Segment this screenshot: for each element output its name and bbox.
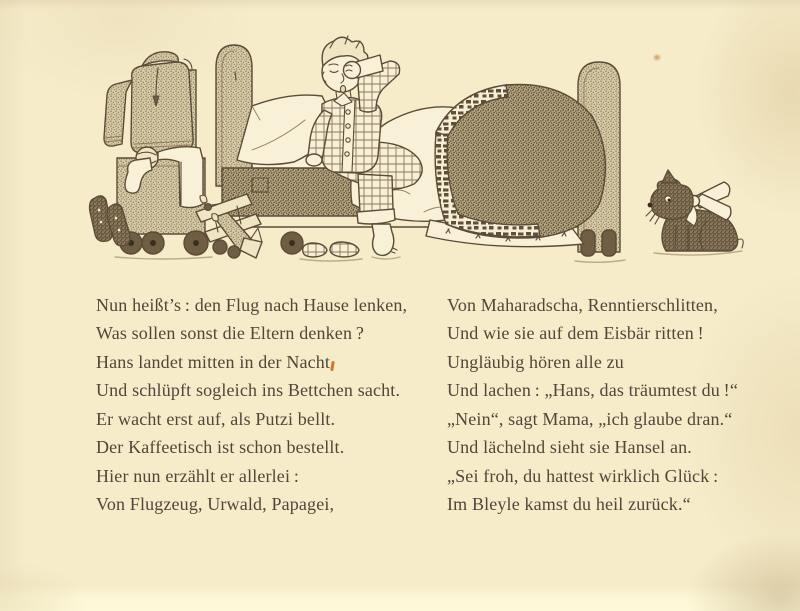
poem-line: Von Maharadscha, Renntierschlitten, <box>447 295 718 315</box>
poem-line: Im Bleyle kamst du heil zurück.“ <box>447 494 691 515</box>
clothes-bench-illustration <box>90 52 212 259</box>
foxing-spot <box>654 55 660 60</box>
poem-line: Und lächelnd sieht sie Hansel an. <box>447 437 692 458</box>
poem-line: Hans landet mitten in der Nacht <box>96 351 331 372</box>
poem-line: Was sollen sonst die Eltern denken ? <box>96 323 364 344</box>
poem-line: Nun heißt’s : den Flug nach Hause lenken, <box>96 295 408 315</box>
poem-line: Er wacht erst auf, als Putzi bellt. <box>96 408 336 429</box>
poem-column-right <box>447 291 738 519</box>
poem-line: Ungläubig hören alle zu <box>447 351 624 372</box>
blanket-illustration <box>435 84 605 238</box>
illustration-boy-waking <box>85 33 745 270</box>
poem-line: Hier nun erzählt er allerlei : <box>96 465 300 486</box>
poem-line: Von Flugzeug, Urwald, Papagei, <box>96 494 335 515</box>
poem-column-left <box>96 291 407 519</box>
poem-line: Und schlüpft sogleich ins Bettchen sacht. <box>96 380 401 401</box>
poem-line: „Sei froh, du hattest wirklich Glück : <box>447 465 719 486</box>
poem-line: Der Kaffeetisch ist schon bestellt. <box>96 437 345 458</box>
poem-line: Und lachen : „Hans, das träumtest du !“ <box>447 380 738 401</box>
poem-line: „Nein“, sagt Mama, „ich glaube dran.“ <box>447 408 733 429</box>
poem-line: Und wie sie auf dem Eisbär ritten ! <box>447 323 704 344</box>
